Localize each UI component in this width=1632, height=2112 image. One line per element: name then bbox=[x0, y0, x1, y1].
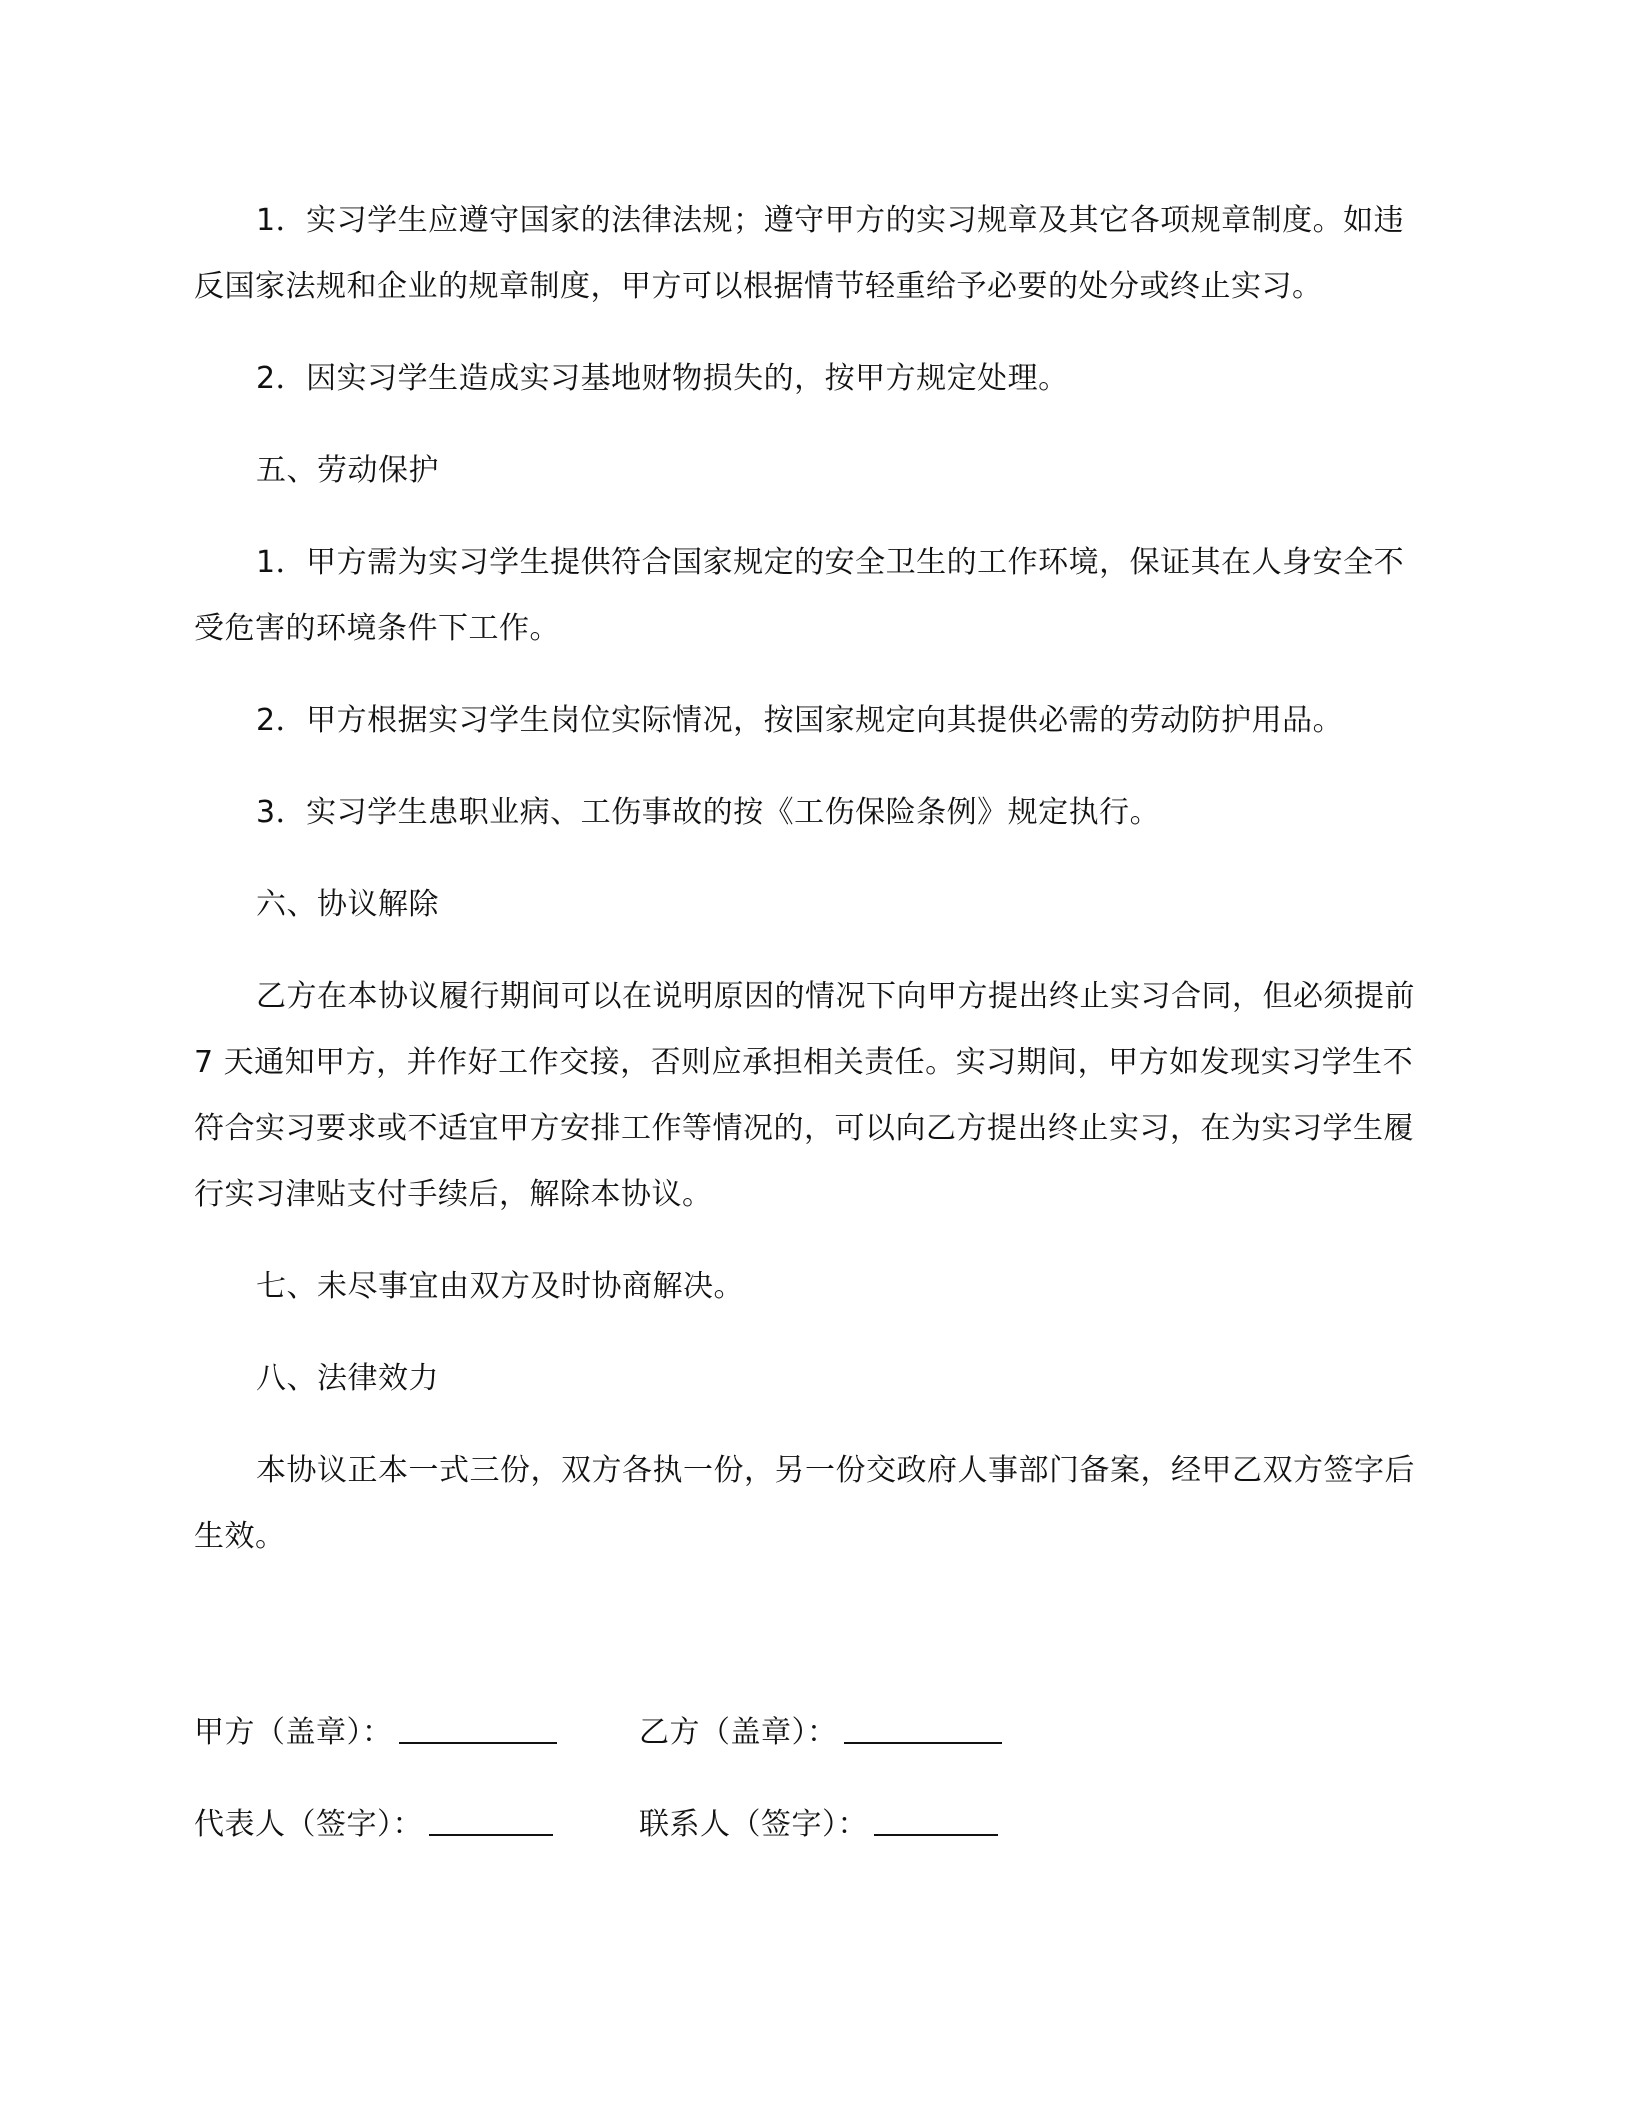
representative-signature bbox=[194, 1792, 639, 1858]
clause-5-item-1: 1．甲方需为实习学生提供符合国家规定的安全卫生的工作环境，保证其在人身安全不受危害的环境条件下工作。 bbox=[194, 545, 1405, 646]
party-b-seal-label: 乙方（盖章）： bbox=[639, 1715, 838, 1750]
party-b-seal bbox=[639, 1700, 1002, 1766]
representative-signature-label: 代表人（签字）： bbox=[194, 1807, 423, 1842]
clause-4-item-1: 1．实习学生应遵守国家的法律法规；遵守甲方的实习规章及其它各项规章制度。如违反国家法规和企业的规章制度，甲方可以根据情节轻重给予必要的处分或终止实习。 bbox=[194, 203, 1405, 304]
clause-4-item-2: 2．因实习学生造成实习基地财物损失的，按甲方规定处理。 bbox=[256, 361, 1069, 396]
section-heading-termination: 六、协议解除 bbox=[256, 887, 439, 922]
representative-signature-blank[interactable] bbox=[429, 1804, 553, 1836]
document-body bbox=[194, 188, 1434, 1596]
contact-signature bbox=[639, 1792, 998, 1858]
clause-5-item-3: 3．实习学生患职业病、工伤事故的按《工伤保险条例》规定执行。 bbox=[256, 795, 1161, 830]
signature-row-seals bbox=[194, 1700, 1434, 1766]
section-heading-unresolved-matters: 七、未尽事宜由双方及时协商解决。 bbox=[256, 1269, 744, 1304]
party-a-seal-blank[interactable] bbox=[399, 1712, 557, 1744]
contact-signature-blank[interactable] bbox=[874, 1804, 998, 1836]
section-heading-legal-effect: 八、法律效力 bbox=[256, 1361, 439, 1396]
party-a-seal-label: 甲方（盖章）： bbox=[194, 1715, 393, 1750]
contact-signature-label: 联系人（签字）： bbox=[639, 1807, 868, 1842]
clause-8-body: 本协议正本一式三份，双方各执一份，另一份交政府人事部门备案，经甲乙双方签字后生效。 bbox=[194, 1453, 1415, 1554]
signature-row-signers bbox=[194, 1792, 1434, 1858]
section-heading-labor-protection: 五、劳动保护 bbox=[256, 453, 439, 488]
clause-6-body: 乙方在本协议履行期间可以在说明原因的情况下向甲方提出终止实习合同，但必须提前 7 天通知甲方，并作好工作交接，否则应承担相关责任。实习期间，甲方如发现实习学生不符合实习要求或不适宜甲方安排工作等情况的，可以向乙方提出终止实习，在为实习学生履行实习津贴支付手续后，解除本协议。 bbox=[194, 979, 1415, 1212]
party-a-seal bbox=[194, 1700, 639, 1766]
clause-5-item-2: 2．甲方根据实习学生岗位实际情况，按国家规定向其提供必需的劳动防护用品。 bbox=[256, 703, 1344, 738]
signature-block bbox=[194, 1700, 1434, 1884]
party-b-seal-blank[interactable] bbox=[844, 1712, 1002, 1744]
